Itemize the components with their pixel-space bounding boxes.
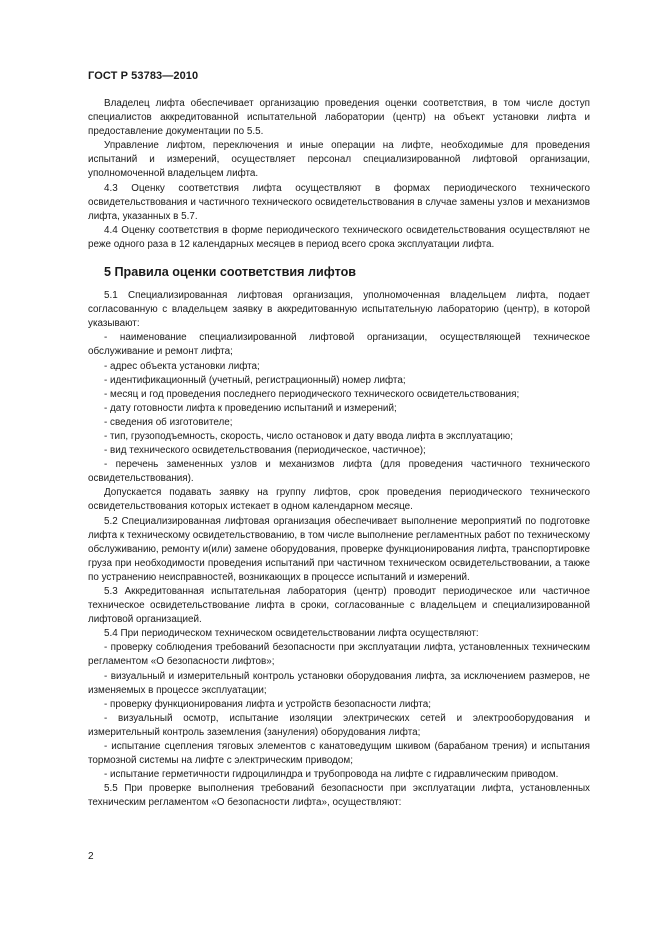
list-item: - визуальный осмотр, испытание изоляции электрических сетей и электрооборудования и измерительный контроль заземления (зануления) оборудования лифта;: [88, 712, 590, 738]
list-item: - сведения об изготовителе;: [104, 416, 233, 428]
list-item: - наименование специализированной лифтовой организации, осуществляющей техническое обслуживание и ремонт лифта;: [88, 332, 590, 358]
list-item: - перечень замененных узлов и механизмов лифта (для проведения частичного технического освидетельствования).: [88, 459, 590, 485]
list-item: - идентификационный (учетный, регистрационный) номер лифта;: [104, 374, 406, 386]
list-item: - тип, грузоподъемность, скорость, число остановок и дату ввода лифта в эксплуатацию;: [104, 430, 513, 442]
list-item: - вид технического освидетельствования (периодическое, частичное);: [104, 445, 426, 457]
paragraph-5-1: 5.1 Специализированная лифтовая организация, уполномоченная владельцем лифта, подает согласованную с владельцем заявку в аккредитованную испытательную лабораторию (центр), в которой указывают:: [88, 290, 590, 330]
list-item: - испытание сцепления тяговых элементов с канатоведущим шкивом (барабаном трения) и испытания тормозной системы на лифте с электрическим приводом;: [88, 741, 590, 767]
document-body: [88, 97, 590, 811]
paragraph-4-4: 4.4 Оценку соответствия в форме периодического технического освидетельствования осуществляют не реже одного раза в 12 календарных месяцев в период всего срока эксплуатации лифта.: [88, 224, 590, 250]
document-header: ГОСТ Р 53783—2010: [88, 70, 199, 82]
paragraph-5-2: 5.2 Специализированная лифтовая организация обеспечивает выполнение мероприятий по подготовке лифта к техническому освидетельствованию, в том числе выполнение регламентных работ по техническому обслуживанию, ремонту и(или) замене оборудования, проверке функционирования лифта, транспортировке груза при необходимости проведения испытаний при частичном техническом освидетельствовании, а также по устранению неисправностей, возникающих в процессе испытаний и измерений.: [88, 515, 590, 583]
list-item: - визуальный и измерительный контроль установки оборудования лифта, за исключением размеров, не изменяемых в процессе эксплуатации;: [88, 670, 590, 696]
list-item: - испытание герметичности гидроцилиндра и трубопровода на лифте с гидравлическим приводом.: [104, 769, 559, 781]
list-item: - адрес объекта установки лифта;: [104, 360, 260, 372]
paragraph-5-1-note: Допускается подавать заявку на группу лифтов, срок проведения периодического технического освидетельствования которых истекает в одном календарном месяце.: [88, 487, 590, 513]
list-item: - проверку функционирования лифта и устройств безопасности лифта;: [104, 698, 431, 710]
paragraph-5-5: 5.5 При проверке выполнения требований безопасности при эксплуатации лифта, установленных техническим регламентом «О безопасности лифта», осуществляют:: [88, 783, 590, 809]
paragraph-owner-access: Владелец лифта обеспечивает организацию проведения оценки соответствия, в том числе доступ специалистов аккредитованной испытательной лаборатории (центр) на объект установки лифта и предоставление документации по 5.5.: [88, 98, 590, 138]
paragraph-5-3: 5.3 Аккредитованная испытательная лаборатория (центр) проводит периодическое или частичное техническое освидетельствование лифта в сроки, согласованные с владельцем и специализированной лифтовой организацией.: [88, 586, 590, 626]
list-item: - дату готовности лифта к проведению испытаний и измерений;: [104, 402, 397, 414]
paragraph-lift-control: Управление лифтом, переключения и иные операции на лифте, необходимые для проведения испытаний и измерений, осуществляет персонал специализированной лифтовой организации, уполномоченной владельцем лифта.: [88, 140, 590, 180]
paragraph-4-3: 4.3 Оценку соответствия лифта осуществляют в формах периодического технического освидетельствования и частичного технического освидетельствования в случае замены узлов и механизмов лифта, указанных в 5.7.: [88, 182, 590, 222]
section-5-title: 5 Правила оценки соответствия лифтов: [104, 265, 357, 280]
list-item: - проверку соблюдения требований безопасности при эксплуатации лифта, установленных техническим регламентом «О безопасности лифтов»;: [88, 642, 590, 668]
list-item: - месяц и год проведения последнего периодического технического освидетельствования;: [104, 388, 520, 400]
paragraph-5-4: 5.4 При периодическом техническом освидетельствовании лифта осуществляют:: [104, 628, 479, 640]
page-number: 2: [88, 851, 94, 862]
